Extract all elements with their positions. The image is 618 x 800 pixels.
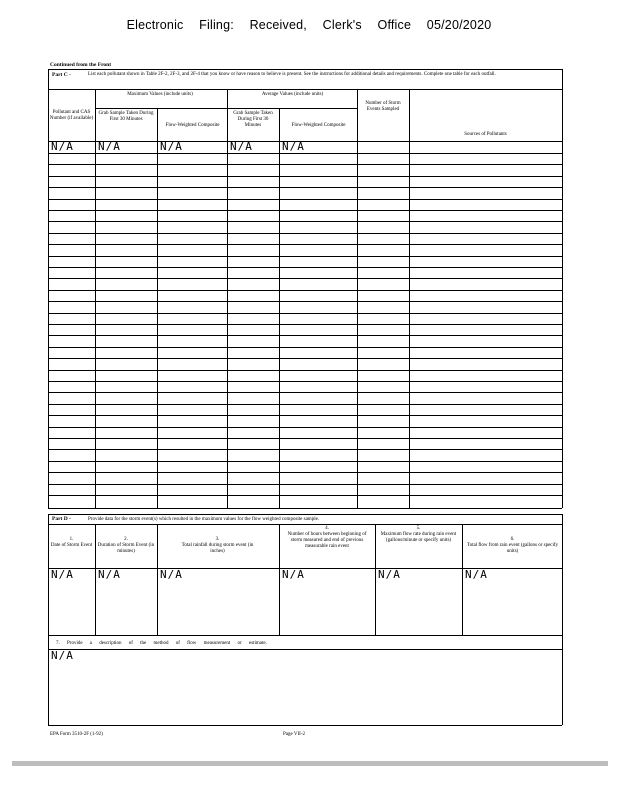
table-row-line — [48, 164, 562, 165]
table-row-line — [48, 176, 562, 177]
part-d-instruction: Provide data for the storm event(s) which resulted in the maximum values for the flow weighted composite sample. — [88, 517, 320, 522]
item-7-label: 7. Provide a description of the method of flow measurement or estimate. — [56, 641, 267, 646]
table-row-line — [48, 324, 562, 325]
entry-pollutant: N/A — [51, 140, 74, 153]
entry-d6: N/A — [465, 568, 488, 581]
col-grab-sample-max: Grab Sample Taken During First 30 Minutes — [98, 111, 154, 122]
filing-header: Electronic Filing: Received, Clerk's Office 05/20/2020 — [126, 18, 492, 32]
entry-flow-avg: N/A — [282, 140, 305, 153]
table-row-line — [48, 199, 562, 200]
entry-grab-avg: N/A — [230, 140, 253, 153]
table-row-line — [48, 484, 562, 485]
col-flow-weighted-max: Flow-Weighted Composite — [165, 123, 220, 128]
table-row-line — [48, 187, 562, 188]
col-maximum-values: Maximum Values (include units) — [127, 92, 193, 97]
table-row-line — [48, 290, 562, 291]
table-row-line — [48, 495, 562, 496]
entry-grab-max: N/A — [98, 140, 121, 153]
table-row-line — [48, 210, 562, 211]
col-sources: Sources of Pollutants — [464, 132, 507, 137]
table-row-line — [48, 449, 562, 450]
table-row-line — [48, 244, 562, 245]
table-row-line — [48, 472, 562, 473]
col-d6: 6. Total flow from rain event (gallons or specify units) — [466, 537, 559, 554]
col-flow-weighted-avg: Flow-Weighted Composite — [291, 123, 346, 128]
part-d-label: Part D - — [52, 516, 71, 522]
col-storm-events: Number of Storm Events Sampled — [365, 101, 401, 112]
table-row-line — [48, 381, 562, 382]
table-row-line — [48, 335, 562, 336]
part-c-label: Part C - — [52, 72, 71, 78]
entry-d5: N/A — [378, 568, 401, 581]
entry-d4: N/A — [282, 568, 305, 581]
page-number: Page VII-2 — [283, 732, 305, 737]
form-number: EPA Form 3510-2F (1-92) — [50, 732, 103, 737]
entry-d2: N/A — [98, 568, 121, 581]
table-row-line — [48, 233, 562, 234]
table-row-line — [48, 278, 562, 279]
table-row-line — [48, 301, 562, 302]
table-row-line — [48, 404, 562, 405]
table-row-line — [48, 221, 562, 222]
table-row-line — [48, 153, 562, 154]
table-row-line — [48, 415, 562, 416]
table-row-line — [48, 256, 562, 257]
col-d4: 4. Number of hours between beginning of storm measured and end of previous measurable rain event — [287, 526, 367, 549]
entry-d3: N/A — [160, 568, 183, 581]
item-7-entry: N/A — [51, 649, 74, 662]
col-d1: 1. Date of Storm Event — [50, 537, 93, 548]
part-c-instruction: List each pollutant shown in Table 2F-2, 2F-3, and 2F-4 that you know or have reason to believe is present. See the instructions for additional details and requirements. Complete one table for each outfall. — [88, 72, 496, 77]
table-row-line — [48, 267, 562, 268]
table-row-line — [48, 347, 562, 348]
entry-flow-max: N/A — [160, 140, 183, 153]
col-d2: 2. Duration of Storm Event (in minutes) — [97, 537, 155, 554]
table-row-line — [48, 358, 562, 359]
col-d5: 5. Maximum flow rate during rain event (gallons/minute or specify units) — [380, 526, 457, 543]
col-d3: 3. Total rainfall during storm event (in inches) — [181, 537, 254, 554]
continued-label: Continued from the Front — [50, 62, 112, 68]
table-row-line — [48, 392, 562, 393]
page-bottom-bar — [12, 761, 608, 766]
col-average-values: Average Values (include units) — [261, 92, 324, 97]
table-row-line — [48, 427, 562, 428]
table-row-line — [48, 438, 562, 439]
table-row-line — [48, 313, 562, 314]
col-grab-sample-avg: Grab Sample Taken During First 30 Minutes — [233, 111, 273, 128]
entry-d1: N/A — [51, 568, 74, 581]
table-row-line — [48, 461, 562, 462]
table-row-line — [48, 370, 562, 371]
col-pollutant: Pollutant and CAS Number (if available) — [49, 110, 94, 121]
